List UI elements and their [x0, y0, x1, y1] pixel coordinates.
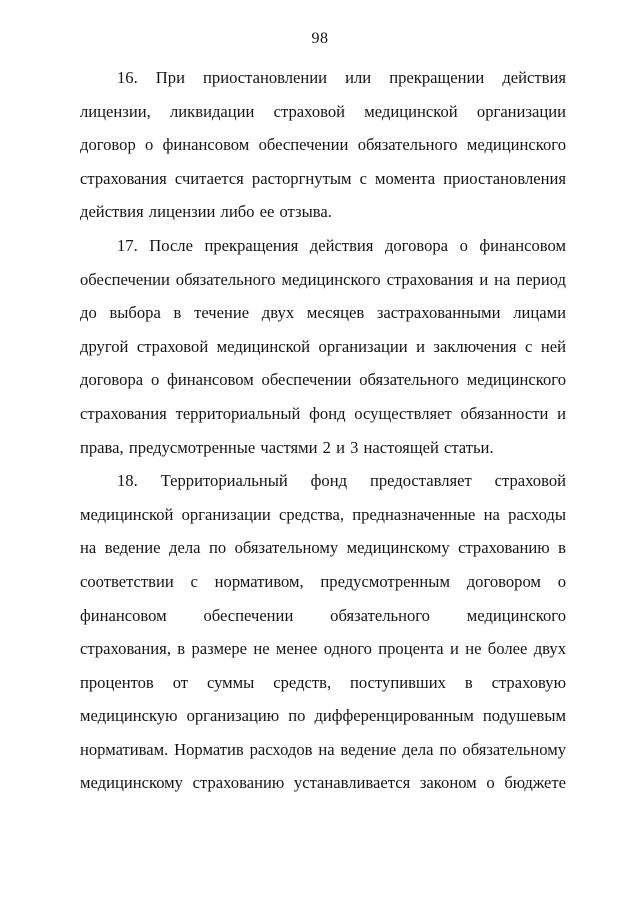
- paragraph-item-18: 18. Территориальный фонд предоставляет страховой медицинской организации средства, предназначенные на расходы на ведение дела по обязательному медицинскому страхованию в соответствии с нормативом, предусмотренным договором о финансовом обеспечении обязательного медицинского страхования, в размере не менее одного процента и не более двух процентов от суммы средств, поступивших в страховую медицинскую организацию по дифференцированным подушевым нормативам. Норматив расходов на ведение дела по обязательному медицинскому страхованию устанавливается законом о бюджете: [80, 471, 566, 793]
- paragraph-item-17: 17. После прекращения действия договора о финансовом обеспечении обязательного медицинского страхования и на период до выбора в течение двух месяцев застрахованными лицами другой страховой медицинской организации и заключения с ней договора о финансовом обеспечении обязательного медицинского страхования территориальный фонд осуществляет обязанности и права, предусмотренные частями 2 и 3 настоящей статьи.: [80, 235, 566, 457]
- page-number: 98: [311, 30, 329, 47]
- document-body: [80, 61, 566, 800]
- paragraph-item-16: 16. При приостановлении или прекращении действия лицензии, ликвидации страховой медицинской организации договор о финансовом обеспечении обязательного медицинского страхования считается расторгнутым с момента приостановления действия лицензии либо ее отзыва.: [80, 68, 566, 222]
